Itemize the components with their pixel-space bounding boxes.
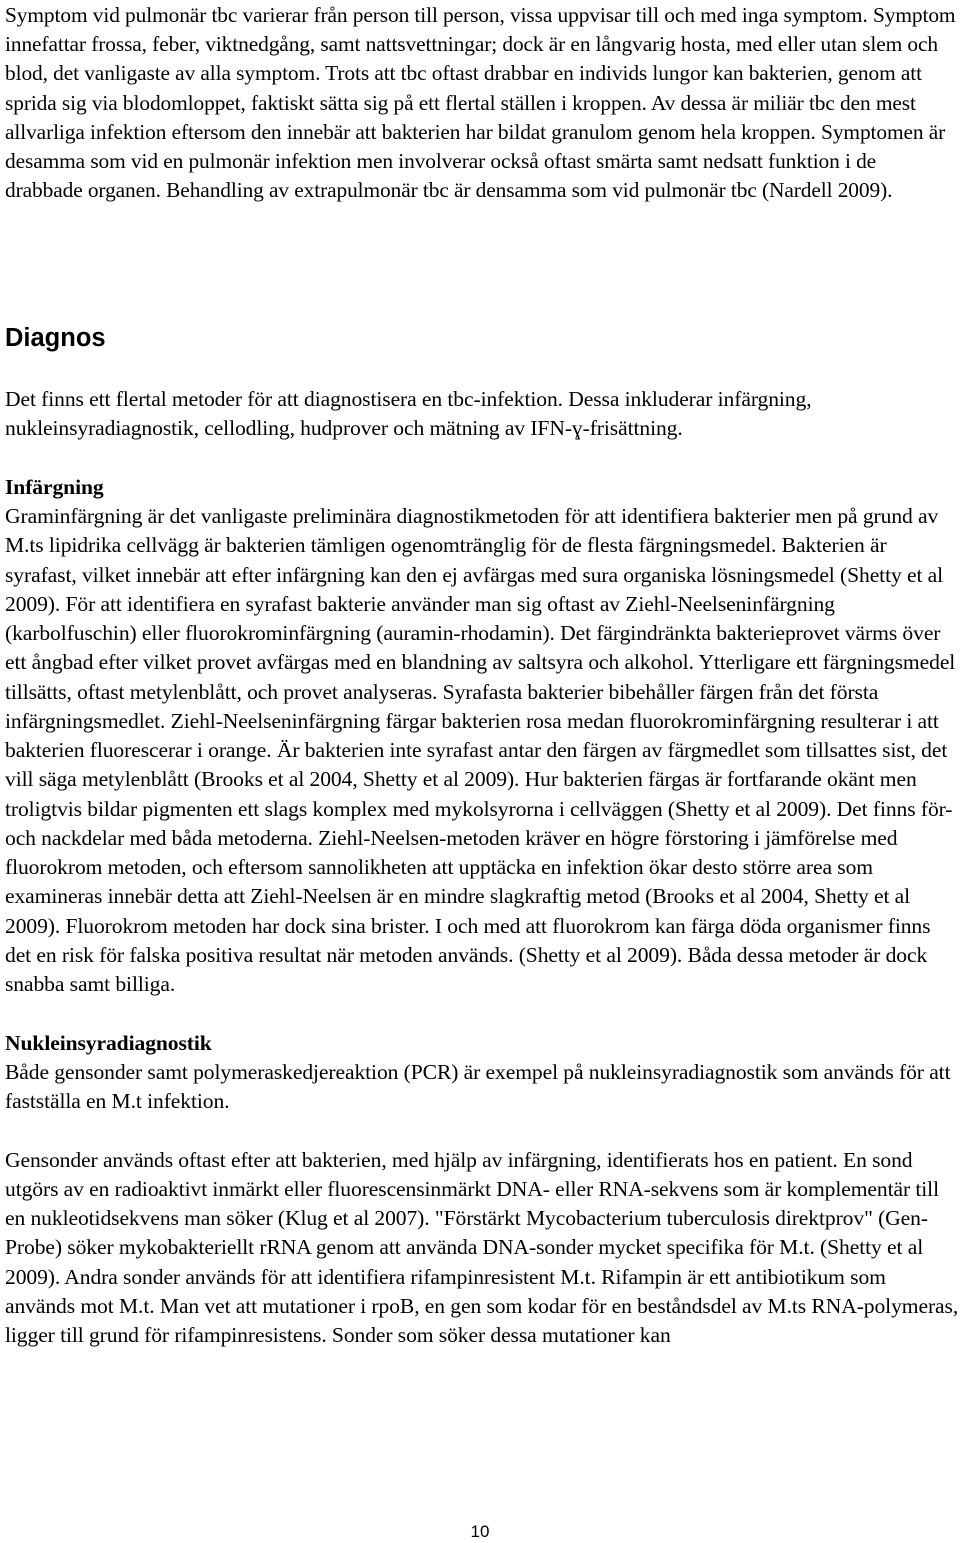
heading-diagnos: Diagnos	[5, 324, 106, 352]
paragraph-intro: Symptom vid pulmonär tbc varierar från person till person, vissa uppvisar till och med inga symptom. Symptom innefattar frossa, feber, viktnedgång, samt nattsvettningar; dock är en långvarig hosta, med eller utan slem och blod, det vanligaste av alla symptom. Trots att tbc oftast drabbar en individs lungor kan bakterien, genom att sprida sig via blodomloppet, faktiskt sätta sig på ett flertal ställen i kroppen. Av dessa är miliär tbc den mest allvarliga infektion eftersom den innebär att bakterien har bildat granulom genom hela kroppen. Symptomen är desamma som vid en pulmonär infektion men involverar också oftast smärta samt nedsatt funktion i de drabbade organen. Behandling av extrapulmonär tbc är densamma som vid pulmonär tbc (Nardell 2009).	[5, 3, 956, 203]
subheading-nukleinsyradiagnostik: Nukleinsyradiagnostik	[5, 1030, 212, 1055]
subheading-infargning: Infärgning	[5, 474, 104, 499]
page-number: 10	[470, 1522, 490, 1541]
paragraph-diagnos: Det finns ett flertal metoder för att diagnostisera en tbc-infektion. Dessa inkluderar infärgning, nukleinsyradiagnostik, cellodling, hudprover och mätning av IFN-ɣ-frisättning.	[5, 387, 812, 441]
paragraph-gensonder: Gensonder används oftast efter att bakterien, med hjälp av infärgning, identifierats hos en patient. En sond utgörs av en radioaktivt inmärkt eller fluorescensinmärkt DNA- eller RNA-sekvens som är komplementär till en nukleotidsekvens man söker (Klug et al 2007). "Förstärkt Mycobacterium tuberculosis direktprov" (Gen-Probe) söker mykobakteriellt rRNA genom att använda DNA-sonder mycket specifika för M.t. (Shetty et al 2009). Andra sonder används för att identifiera rifampinresistent M.t. Rifampin är ett antibiotikum som används mot M.t. Man vet att mutationer i rpoB, en gen som kodar för en beståndsdel av M.ts RNA-polymeras, ligger till grund för rifampinresistens. Sonder som söker dessa mutationer kan	[5, 1147, 959, 1347]
paragraph-infargning: Graminfärgning är det vanligaste preliminära diagnostikmetoden för att identifiera bakterier men på grund av M.ts lipidrika cellvägg är bakterien tämligen ogenomtränglig för de flesta färgningsmedel. Bakterien är syrafast, vilket innebär att efter infärgning kan den ej avfärgas med sura organiska lösningsmedel (Shetty et al 2009). För att identifiera en syrafast bakterie använder man sig oftast av Ziehl-Neelseninfärgning (karbolfuschin) eller fluorokrominfärgning (auramin-rhodamin). Det färgindränkta bakterieprovet värms över ett ångbad efter vilket provet avfärgas med en blandning av saltsyra och alkohol. Ytterligare ett färgningsmedel tillsätts, oftast metylenblått, och provet analyseras. Syrafasta bakterier bibehåller färgen från det första infärgningsmedlet. Ziehl-Neelseninfärgning färgar bakterien rosa medan fluorokrominfärgning resulterar i att bakterien fluorescerar i orange. Är bakterien inte syrafast antar den färgen av färgmedlet som tillsattes sist, det vill säga metylenblått (Brooks et al 2004, Shetty et al 2009). Hur bakterien färgas är fortfarande okänt men troligtvis bildar pigmenten ett slags komplex med mykolsyrorna i cellväggen (Shetty et al 2009). Det finns för- och nackdelar med båda metoderna. Ziehl-Neelsen-metoden kräver en högre förstoring i jämförelse med fluorokrom metoden, och eftersom sannolikheten att upptäcka en infektion ökar desto större area som examineras innebär detta att Ziehl-Neelsen är en mindre slagkraftig metod (Brooks et al 2004, Shetty et al 2009). Fluorokrom metoden har dock sina brister. I och med att fluorokrom kan färga döda organismer finns det en risk för falska positiva resultat när metoden används. (Shetty et al 2009). Båda dessa metoder är dock snabba samt billiga.	[5, 504, 956, 996]
paragraph-nukleinsyradiagnostik: Både gensonder samt polymeraskedjereaktion (PCR) är exempel på nukleinsyradiagnostik som används för att fastställa en M.t infektion.	[5, 1059, 951, 1113]
document-page	[5, 0, 957, 205]
section-diagnos	[5, 385, 960, 1350]
